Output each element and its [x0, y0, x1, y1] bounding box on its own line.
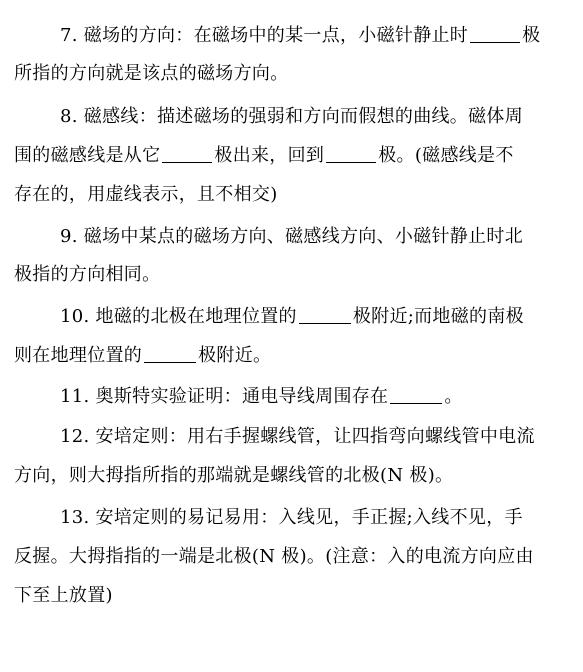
item-7-text-a: 7. 磁场的方向：在磁场中的某一点，小磁针静止时	[60, 25, 469, 46]
item-11-line-1	[60, 378, 463, 416]
item-10-line-2	[14, 337, 271, 375]
item-7-text-b: 极	[522, 25, 541, 46]
item-8-blank-2[interactable]	[326, 142, 376, 163]
item-7-line-1	[60, 17, 540, 55]
item-7-line-2: 所指的方向就是该点的磁场方向。	[14, 63, 289, 84]
item-11-text-b: 。	[444, 386, 463, 407]
item-8-line-3: 存在的，用虚线表示，且不相交)	[14, 184, 278, 205]
item-9-line-1: 9. 磁场中某点的磁场方向、磁感线方向、小磁针静止时北	[60, 226, 523, 247]
item-13-line-2: 反握。大拇指指的一端是北极(N 极)。(注意：入的电流方向应由	[14, 546, 534, 567]
item-8-blank-1[interactable]	[162, 142, 212, 163]
item-8-line-2	[14, 137, 514, 175]
item-11-blank[interactable]	[390, 383, 442, 404]
item-7-blank[interactable]	[470, 22, 520, 43]
item-10-text-c: 则在地理位置的	[14, 345, 143, 366]
item-8-text-b: 极出来，回到	[214, 145, 325, 166]
item-10-text-b: 极附近;而地磁的南极	[352, 306, 524, 327]
item-8-text-a: 围的磁感线是从它	[14, 145, 161, 166]
item-12-line-2: 方向，则大拇指所指的那端就是螺线管的北极(N 极)。	[14, 465, 454, 486]
item-13-line-1: 13. 安培定则的易记易用：入线见，手正握;入线不见，手	[60, 507, 523, 528]
item-10-blank-1[interactable]	[299, 303, 351, 324]
item-9-line-2: 极指的方向相同。	[14, 264, 161, 285]
item-10-text-a: 10. 地磁的北极在地理位置的	[60, 306, 297, 327]
item-11-text-a: 11. 奥斯特实验证明：通电导线周围存在	[60, 386, 389, 407]
item-12-line-1: 12. 安培定则：用右手握螺线管，让四指弯向螺线管中电流	[60, 426, 535, 447]
item-10-text-d: 极附近。	[198, 345, 272, 366]
item-10-blank-2[interactable]	[144, 342, 196, 363]
item-10-line-1	[60, 298, 524, 336]
item-8-text-c: 极。(磁感线是不	[378, 145, 514, 166]
item-8-line-1: 8. 磁感线：描述磁场的强弱和方向而假想的曲线。磁体周	[60, 106, 523, 127]
item-13-line-3: 下至上放置)	[14, 585, 113, 606]
